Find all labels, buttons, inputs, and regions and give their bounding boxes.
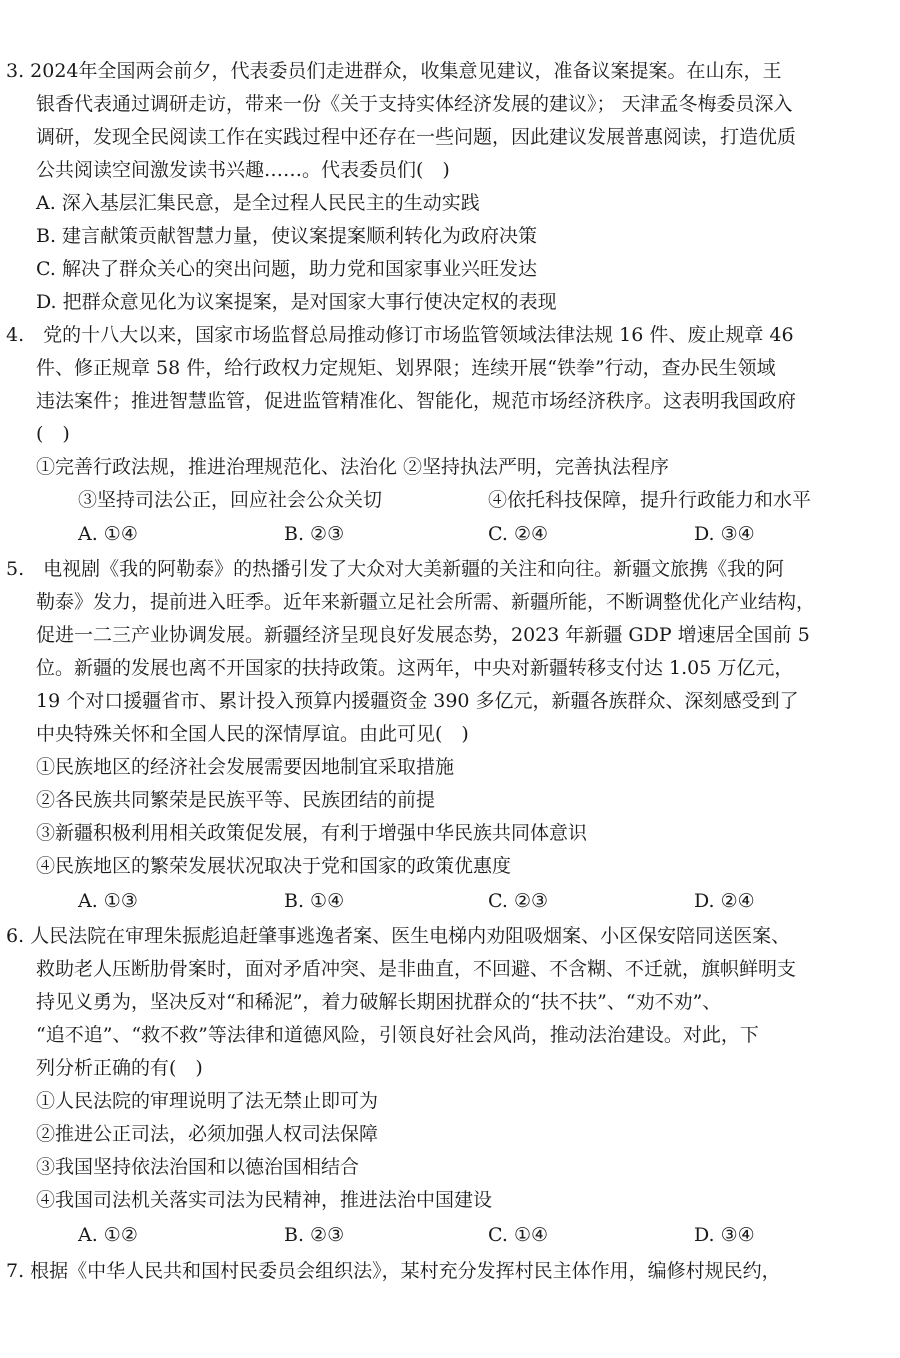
q5-stem-line: 中央特殊关怀和全国人民的深情厚谊。由此可见( ) — [36, 723, 469, 745]
q6-choice-b: B. ②③ — [284, 1224, 345, 1246]
q4-choice-b: B. ②③ — [284, 523, 345, 545]
q4-choice-a: A. ①④ — [78, 523, 138, 545]
q3-option-a: A. 深入基层汇集民意，是全过程人民民主的生动实践 — [36, 192, 480, 214]
q4-statements-1-2: ①完善行政法规，推进治理规范化、法治化 ②坚持执法严明，完善执法程序 — [36, 456, 670, 478]
q3-stem-line: 3. 2024年全国两会前夕，代表委员们走进群众，收集意见建议，准备议案提案。在山东，王 — [6, 60, 782, 82]
q4-statement-3: ③坚持司法公正，回应社会公众关切 — [78, 489, 383, 511]
q6-statement-1: ①人民法院的审理说明了法无禁止即可为 — [36, 1090, 379, 1112]
q4-stem-line: 件、修正规章 58 件，给行政权力定规矩、划界限；连续开展“铁拳”行动，查办民生领域 — [36, 357, 776, 379]
q6-stem-line: 6. 人民法院在审理朱振彪追赶肇事逃逸者案、医生电梯内劝阻吸烟案、小区保安陪同送医案、 — [6, 925, 791, 947]
q3-stem-line: 银香代表通过调研走访，带来一份《关于支持实体经济发展的建议》； 天津孟冬梅委员深入 — [36, 93, 793, 115]
q6-stem-line: 持见义勇为，坚决反对“和稀泥”，着力破解长期困扰群众的“扶不扶”、“劝不劝”、 — [36, 991, 722, 1013]
q4-choice-c: C. ②④ — [488, 523, 549, 545]
q5-statement-1: ①民族地区的经济社会发展需要因地制宜采取措施 — [36, 756, 455, 778]
q4-stem-line: ( ) — [36, 423, 70, 445]
q7-stem-line: 7. 根据《中华人民共和国村民委员会组织法》，某村充分发挥村民主体作用，编修村规民约， — [6, 1260, 781, 1282]
q6-stem-line: 列分析正确的有( ) — [36, 1057, 203, 1079]
q5-stem-line: 位。新疆的发展也离不开国家的扶持政策。这两年，中央对新疆转移支付达 1.05 万亿元， — [36, 657, 794, 679]
q6-choice-d: D. ③④ — [694, 1224, 755, 1246]
q5-statement-3: ③新疆积极利用相关政策促发展，有利于增强中华民族共同体意识 — [36, 822, 588, 844]
q6-choice-a: A. ①② — [78, 1224, 138, 1246]
q3-option-c: C. 解决了群众关心的突出问题，助力党和国家事业兴旺发达 — [36, 258, 537, 280]
q4-choice-d: D. ③④ — [694, 523, 755, 545]
q5-stem-line: 促进一二三产业协调发展。新疆经济呈现良好发展态势，2023 年新疆 GDP 增速居全国前 5 — [36, 624, 810, 646]
q5-statement-2: ②各民族共同繁荣是民族平等、民族团结的前提 — [36, 789, 436, 811]
q6-statement-4: ④我国司法机关落实司法为民精神，推进法治中国建设 — [36, 1189, 493, 1211]
q6-stem-line: 救助老人压断肋骨案时，面对矛盾冲突、是非曲直，不回避、不含糊、不迁就，旗帜鲜明支 — [36, 958, 797, 980]
q6-choice-c: C. ①④ — [488, 1224, 549, 1246]
q5-stem-line: 19 个对口援疆省市、累计投入预算内援疆资金 390 多亿元，新疆各族群众、深刻感受到了 — [36, 690, 799, 712]
q5-choice-c: C. ②③ — [488, 890, 549, 912]
q3-option-b: B. 建言献策贡献智慧力量，使议案提案顺利转化为政府决策 — [36, 225, 538, 247]
q3-stem-line: 调研，发现全民阅读工作在实践过程中还存在一些问题，因此建议发展普惠阅读，打造优质 — [36, 126, 797, 148]
q4-statement-4: ④依托科技保障，提升行政能力和水平 — [488, 489, 812, 511]
q6-statement-2: ②推进公正司法，必须加强人权司法保障 — [36, 1123, 379, 1145]
q5-choice-b: B. ①④ — [284, 890, 345, 912]
q4-stem-line: 违法案件；推进智慧监管，促进监管精准化、智能化，规范市场经济秩序。这表明我国政府 — [36, 390, 797, 412]
q5-choice-d: D. ②④ — [694, 890, 755, 912]
q3-option-d: D. 把群众意见化为议案提案，是对国家大事行使决定权的表现 — [36, 291, 557, 313]
q5-stem-line: 5. 电视剧《我的阿勒泰》的热播引发了大众对大美新疆的关注和向往。新疆文旅携《我的阿 — [6, 558, 785, 580]
q5-choice-a: A. ①③ — [78, 890, 138, 912]
q5-stem-line: 勒泰》发力，提前进入旺季。近年来新疆立足社会所需、新疆所能，不断调整优化产业结构， — [36, 591, 816, 613]
q5-statement-4: ④民族地区的繁荣发展状况取决于党和国家的政策优惠度 — [36, 855, 512, 877]
q4-stem-line: 4. 党的十八大以来，国家市场监督总局推动修订市场监管领域法律法规 16 件、废止规章 46 — [6, 324, 794, 346]
q6-statement-3: ③我国坚持依法治国和以德治国相结合 — [36, 1156, 360, 1178]
q6-stem-line: “追不追”、“救不救”等法律和道德风险，引领良好社会风尚，推动法治建设。对此，下 — [36, 1024, 759, 1046]
q3-stem-line: 公共阅读空间激发读书兴趣……。代表委员们( ) — [36, 159, 450, 181]
